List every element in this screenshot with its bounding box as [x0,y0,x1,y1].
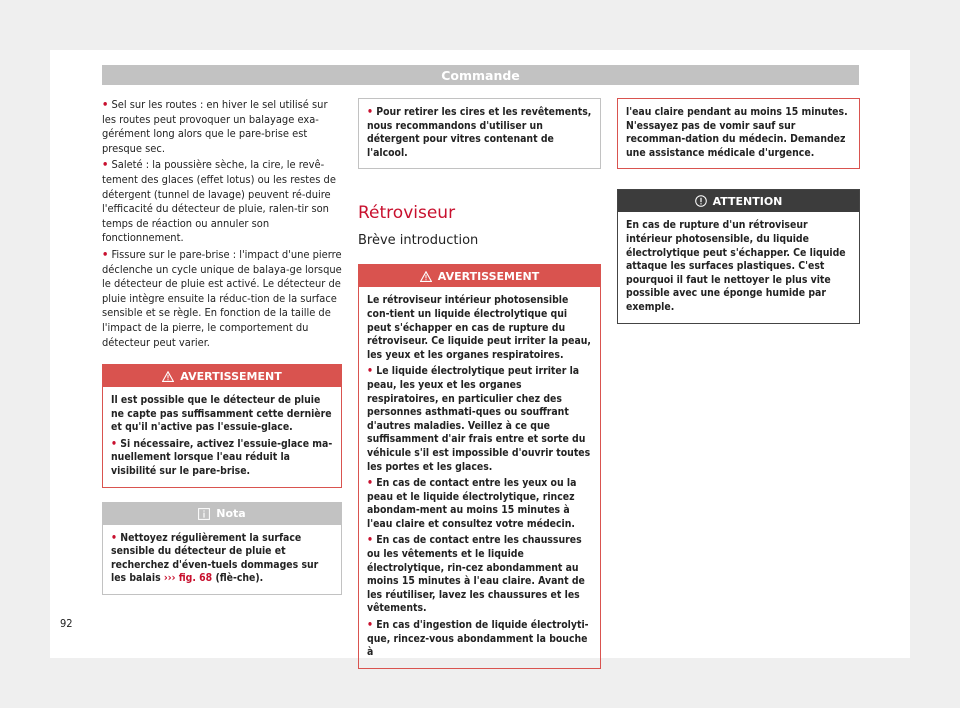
warning-header [103,365,341,387]
warning-box [358,264,601,668]
warning-bullet: • Le liquide électrolytique peut irriter la peau, les yeux et les organes respiratoires, en particulier chez des personnes asthmati-ques ou souffrant d'autres maladies. Veillez à ce que suffisamment d'air frais entre et sorte du véhicule s'il est impossible d'ouvrir toutes les portes et les glaces. [367,365,591,473]
list-item-text: Sel sur les routes : en hiver le sel utilisé sur les routes peut provoquer un balayage exa-gérément long alors que le pare-brise est presque sec. [102,98,328,155]
column-2 [358,98,601,669]
note-title: Nota [216,507,246,521]
section-heading: Rétroviseur [358,203,456,224]
warning-box [102,364,342,488]
note-box [102,502,342,595]
warning-header [359,265,600,287]
figure-link[interactable]: fig. 68 [178,572,213,585]
section-subheading: Brève introduction [358,233,479,249]
continued-warning-box [617,98,860,169]
list-item-text: Saleté : la poussière sèche, la cire, le revê-tement des glaces (effet lotus) ou les restes de détergent (tunnel de lavage) peuvent ré-duire l'efficacité du détecteur de pluie, ralen-tir son temps de réaction ou annuler son fonctionnement. [102,158,336,245]
column-1 [102,98,342,595]
warning-bullet: • En cas d'ingestion de liquide électrolyti-que, rincez-vous abondamment la bouche à [367,619,589,659]
warning-triangle-icon [162,371,174,382]
warning-body [103,387,341,487]
attention-title: ATTENTION [712,194,783,208]
note-text: • Nettoyez régulièrement la surface sensible du détecteur de pluie et recherchez d'éven-tuels dommages sur les balais ››› fig. 68 (flè-che). [111,531,319,585]
list-item: • Saleté : la poussière sèche, la cire, le revê-tement des glaces (effet lotus) ou les restes de détergent (tunnel de lavage) peuvent ré-duire l'efficacité du détecteur de pluie, ralen-tir son temps de réaction ou annuler son fonctionnement. [102,158,336,245]
list-item: • Fissure sur le pare-brise : l'impact d'une pierre déclenche un cycle unique de balaya-ge lorsque le détecteur de pluie est activé. Le détecteur de pluie intègre ensuite la réduc-tion de la surface sensible et se règle. En fonction de la taille de l'impact de la pierre, le comportement du détecteur peut varier. [102,247,342,349]
header-title: Commande [441,67,520,83]
attention-text: En cas de rupture d'un rétroviseur intérieur photosensible, du liquide électrolytique peut s'échapper. Ce liquide attaque les surfaces plastiques. C'est pourquoi il faut le nettoyer le plus vite possible avec une éponge humide par exemple. [626,219,846,313]
warning-title: AVERTISSEMENT [180,369,282,383]
note-header [103,503,341,525]
warning-bullet: • En cas de contact entre les chaussures ou les vêtements et le liquide électrolytique, rin-cez abondamment au moins 15 minutes à l'eau claire. Avant de les réutiliser, lavez les chaussures et les vêtements. [367,534,585,615]
page-header [102,65,859,85]
warning-text: Le rétroviseur intérieur photosensible con-tient un liquide électrolytique qui peut s'échapper en cas de rupture du rétroviseur. Ce liquide peut irriter la peau, les yeux et les organes respiratoires. [367,294,591,361]
list-item: • Sel sur les routes : en hiver le sel utilisé sur les routes peut provoquer un balayage exa-gérément long alors que le pare-brise est presque sec. [102,98,328,155]
continued-text: • Pour retirer les cires et les revêtements, nous recommandons d'utiliser un détergent pour vitres contenant de l'alcool. [367,106,592,159]
warning-body [359,287,600,667]
continued-warning-text: l'eau claire pendant au moins 15 minutes. N'essayez pas de vomir sauf sur recomman-dation du médecin. Demandez une assistance médicale d'urgence. [626,106,848,159]
note-icon [198,508,210,520]
continued-warning-body [618,99,859,168]
note-body [103,525,341,594]
bullet-list [102,98,342,350]
warning-text: Il est possible que le détecteur de pluie ne capte pas suffisamment cette dernière et qu'il n'active pas l'essuie-glace. [111,394,332,434]
continued-box-body [359,99,600,168]
warning-title: AVERTISSEMENT [437,269,540,283]
warning-bullet: • En cas de contact entre les yeux ou la peau et le liquide électrolytique, rincez abondam-ment au moins 15 minutes à l'eau claire et consultez votre médecin. [367,477,577,530]
column-3 [617,98,860,324]
list-item-text: Fissure sur le pare-brise : l'impact d'une pierre déclenche un cycle unique de balaya-ge lorsque le détecteur de pluie est activé. Le détecteur de pluie intègre ensuite la réduc-tion de la surface sensible et se règle. En fonction de la taille de l'impact de la pierre, le comportement du détecteur peut varier. [102,247,342,349]
arrow-marker: ››› [163,572,176,585]
continued-box [358,98,601,169]
attention-body [618,212,859,322]
attention-box [617,189,860,323]
warning-triangle-icon [420,271,432,282]
attention-icon [695,195,707,207]
attention-header [618,190,859,212]
warning-bullet: • Si nécessaire, activez l'essuie-glace ma-nuellement lorsque l'eau réduit la visibilité sur le pare-brise. [111,437,333,478]
page-number: 92 [60,617,73,630]
